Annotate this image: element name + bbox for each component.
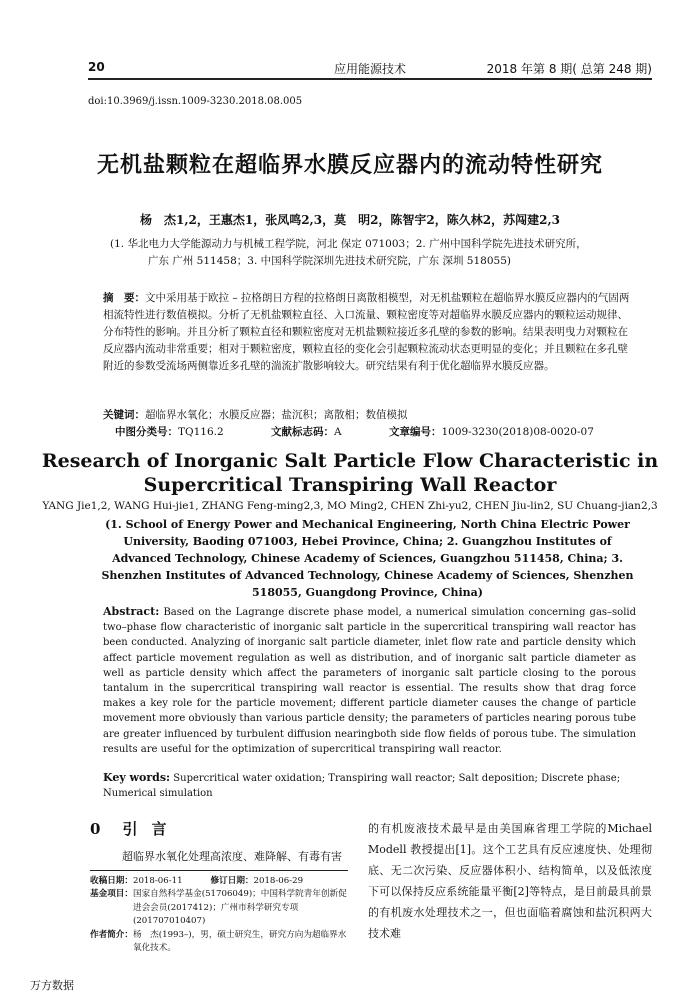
authors-chinese: 杨 杰1,2，王惠杰1，张凤鸣2,3，莫 明2，陈智宇2，陈久林2，苏闯建2,3 — [139, 213, 561, 227]
footnote-block — [90, 870, 348, 955]
issue-info: 2018 年第 8 期( 总第 248 期) — [486, 62, 652, 76]
doi[interactable]: doi:10.3969/j.issn.1009-3230.2018.08.005 — [88, 96, 303, 107]
page-number: 20 — [88, 60, 105, 74]
doc-code-value: A — [334, 426, 342, 438]
revised-date: 2018-06-29 — [253, 876, 304, 886]
keywords-label: 关键词： — [103, 409, 145, 421]
clc-value: TQ116.2 — [178, 426, 224, 438]
keywords-chinese — [103, 407, 632, 422]
abstract-en-label: Abstract: — [103, 605, 160, 618]
fund-text: 国家自然科学基金(51706049)；中国科学院青年创新促进会会员(2017412)；广州市科学研究专项(201707010407) — [132, 889, 347, 927]
revised-label: 修订日期： — [210, 876, 254, 886]
intro-right-column: 的有机废液技术最早是由美国麻省理工学院的Michael Modell 教授提出[1]。这个工艺具有反应速度快、处理彻底、无二次污染、反应器体积小、结构简单，以及低浓度下可以保持反应系统能量平衡[2]等特点，是目前最具前景的有机废水处理技术之一，但也面临着腐蚀和盐沉积两大技术难 — [368, 822, 652, 940]
fund-label: 基金项目： — [90, 889, 133, 900]
abstract-text: 文中采用基于欧拉 – 拉格朗日方程的拉格朗日离散相模型，对无机盐颗粒在超临界水膜反应器内的气固两相流特性进行数值模拟。分析了无机盐颗粒直径、入口流量、颗粒密度等对超临界水膜反应器内的颗粒运动规律、分布特性的影响。并且分析了颗粒直径和颗粒密度对无机盐颗粒接近多孔壁的参数的影响。结果表明曳力对颗粒在反应器内流动非常重要；相对于颗粒密度，颗粒直径的变化会引起颗粒流动状态更明显的变化；并且颗粒在多孔壁附近的参数受流场两侧靠近多孔壁的湍流扩散影响较大。研究结果有利于优化超临界水膜反应器。 — [103, 292, 630, 372]
running-header — [88, 58, 652, 80]
keywords-en-text: Supercritical water oxidation; Transpiring wall reactor; Salt deposition; Discrete phase; Numerical simulation — [103, 773, 621, 799]
affiliation-line: (1. 华北电力大学能源动力与机械工程学院，河北 保定 071003；2. 广州中国科学院先进技术研究所， — [110, 238, 587, 250]
keywords-text: 超临界水氧化；水膜反应器；盐沉积；离散相；数值模拟 — [145, 409, 408, 421]
received-date: 2018-06-11 — [132, 876, 183, 886]
title-chinese: 无机盐颗粒在超临界水膜反应器内的流动特性研究 — [96, 152, 603, 178]
affiliations-english: (1. School of Energy Power and Mechanical Engineering, North China Electric Power University, Baoding 071003, Hebei Province, China; 2. Guangzhou Institutes of Advanced Technology, Chinese Academy of Sciences, Guangzhou 511458, China; 3. Shenzhen Institutes of Advanced Technology, Chinese Academy of Sciences, Shenzhen 518055, Guangdong Province, China) — [101, 518, 634, 599]
keywords-en-label: Key words: — [103, 771, 171, 784]
affiliation-line: 广东 广州 511458；3. 中国科学院深圳先进技术研究院，广东 深圳 518055) — [148, 255, 511, 267]
intro-left-column — [90, 848, 348, 866]
section-heading — [90, 818, 180, 839]
keywords-english — [103, 770, 636, 801]
intro-paragraph-start: 超临界水氧化处理高浓度、难降解、有毒有害 — [122, 850, 342, 863]
watermark-footer: 万方数据 — [30, 979, 74, 992]
article-number-label: 文章编号： — [388, 426, 442, 438]
author-bio-row — [90, 929, 348, 956]
author-bio-label: 作者简介： — [90, 929, 133, 940]
affiliations-chinese — [110, 236, 640, 270]
author-bio-text: 杨 杰(1993–)，男，硕士研究生，研究方向为超临界水氧化技术。 — [132, 929, 347, 954]
abstract-chinese — [103, 290, 632, 375]
section-title: 引言 — [122, 820, 181, 838]
section-number: 0 — [90, 820, 101, 838]
journal-name: 应用能源技术 — [333, 62, 406, 76]
abstract-en-text: Based on the Lagrange discrete phase model, a numerical simulation concerning gas–solid two–phase flow characteristic of inorganic salt particle in the supercritical transpiring wall reactor has been conducted. Analyzing of inorganic salt particle diameter, inlet flow rate and particle density which affect particle movement regulation as well as distribution, and of inorganic salt particle diameter as well as particle density which affect the parameters of inorganic salt particle closing to the porous tantalum in the supercritical transpiring wall reactor is essential. The results show that drag force makes a key role for the particle movement; different particle diameter causes the change of particle movement more obviously than various particle density; the parameters of particles nearing porous tube are greater influenced by turbulent diffusion nearingboth side flow fields of porous tube. The simulation results are useful for the optimization of supercritical transpiring wall reactor. — [103, 607, 636, 755]
clc-label: 中图分类号： — [115, 426, 178, 438]
doc-code-label: 文献标志码： — [271, 426, 335, 438]
received-label: 收稿日期： — [90, 876, 133, 886]
abstract-label: 摘 要： — [103, 292, 145, 304]
classification-line — [115, 424, 650, 439]
article-number-value: 1009-3230(2018)08-0020-07 — [441, 426, 594, 438]
title-english: Research of Inorganic Salt Particle Flow Characteristic in Supercritical Transpiring Wall Reactor — [41, 450, 659, 496]
authors-english: YANG Jie1,2, WANG Hui-jie1, ZHANG Feng-ming2,3, MO Ming2, CHEN Zhi-yu2, CHEN Jiu-lin2, SU Chuang-jian2,3 — [42, 500, 658, 512]
dates-row — [90, 875, 348, 888]
fund-row — [90, 888, 348, 928]
abstract-english — [103, 604, 636, 757]
